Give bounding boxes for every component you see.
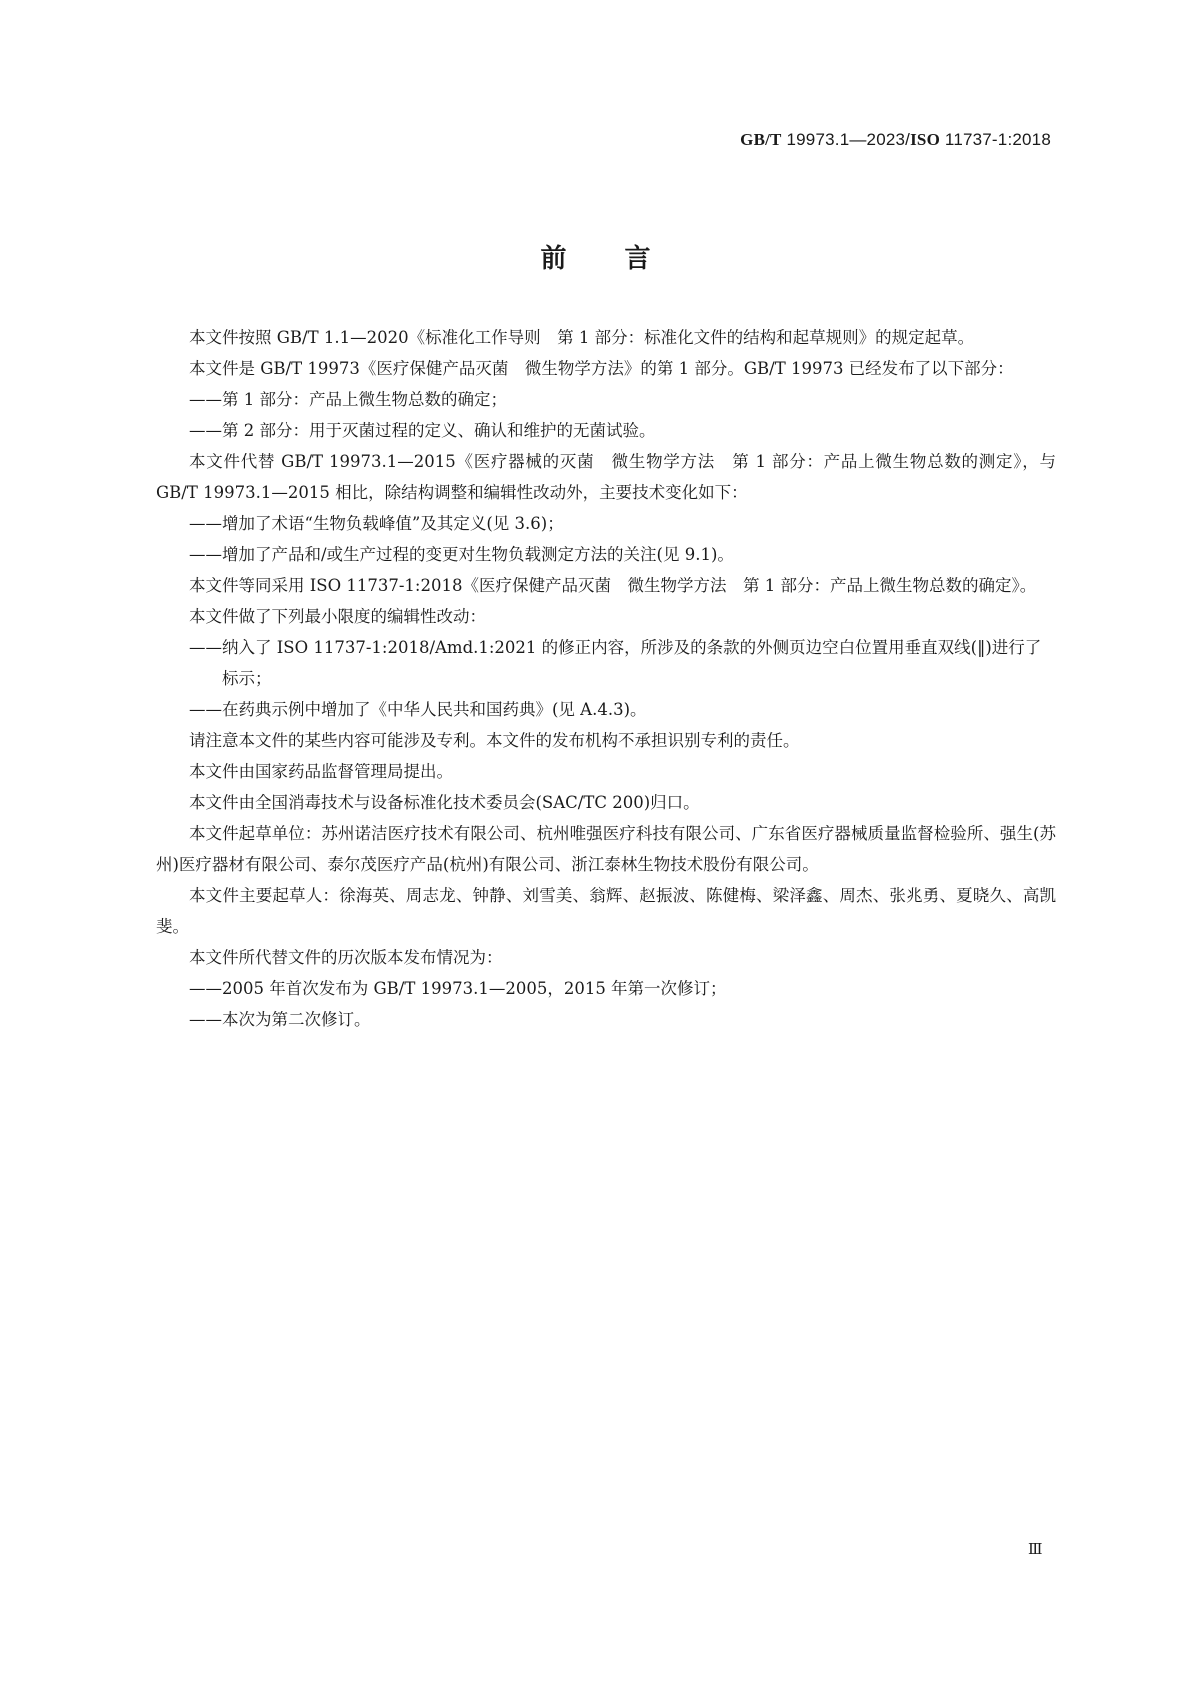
- list-item-part-2: ——第 2 部分：用于灭菌过程的定义、确认和维护的无菌试验。: [189, 421, 656, 440]
- list-item-editorial-1: ——纳入了 ISO 11737-1:2018/Amd.1:2021 的修正内容，所涉及的条款的外侧页边空白位置用垂直双线(‖)进行了标示；: [189, 638, 1042, 688]
- list-item-part-1: ——第 1 部分：产品上微生物总数的确定；: [189, 390, 507, 409]
- page-title: [0, 238, 1191, 275]
- code-middle: 19973.1—2023/: [781, 130, 911, 149]
- title-char-2: 言: [624, 244, 651, 274]
- paragraph-drafters: 本文件主要起草人：徐海英、周志龙、钟静、刘雪美、翁辉、赵振波、陈健梅、梁泽鑫、周杰、张兆勇、夏晓久、高凯斐。: [156, 886, 1056, 936]
- list-item-history-1: ——2005 年首次发布为 GB/T 19973.1—2005，2015 年第一次修订；: [189, 979, 727, 998]
- paragraph-adoption: 本文件等同采用 ISO 11737-1:2018《医疗保健产品灭菌 微生物学方法 第 1 部分：产品上微生物总数的确定》。: [189, 576, 1037, 595]
- paragraph-patent-notice: 请注意本文件的某些内容可能涉及专利。本文件的发布机构不承担识别专利的责任。: [189, 731, 800, 750]
- standard-code-header: [740, 130, 1051, 150]
- title-char-1: 前: [540, 244, 567, 274]
- paragraph-proposed-by: 本文件由国家药品监督管理局提出。: [189, 762, 453, 781]
- foreword-body: [156, 322, 1056, 1035]
- paragraph-centralized-by: 本文件由全国消毒技术与设备标准化技术委员会(SAC/TC 200)归口。: [189, 793, 700, 812]
- paragraph-replaces: 本文件代替 GB/T 19973.1—2015《医疗器械的灭菌 微生物学方法 第 1 部分：产品上微生物总数的测定》，与 GB/T 19973.1—2015 相比，除结构调整和编辑性改动外，主要技术变化如下：: [156, 452, 1056, 502]
- code-suffix: 11737-1:2018: [940, 130, 1051, 149]
- paragraph-editorial-intro: 本文件做了下列最小限度的编辑性改动：: [189, 607, 486, 626]
- list-item-change-2: ——增加了产品和/或生产过程的变更对生物负载测定方法的关注(见 9.1)。: [189, 545, 734, 564]
- list-item-history-2: ——本次为第二次修订。: [189, 1010, 371, 1029]
- code-iso: ISO: [910, 130, 940, 149]
- paragraph-series-intro: 本文件是 GB/T 19973《医疗保健产品灭菌 微生物学方法》的第 1 部分。GB/T 19973 已经发布了以下部分：: [189, 359, 1014, 378]
- page-number: Ⅲ: [1028, 1540, 1043, 1558]
- paragraph-drafting-rules: 本文件按照 GB/T 1.1—2020《标准化工作导则 第 1 部分：标准化文件的结构和起草规则》的规定起草。: [189, 328, 975, 347]
- list-item-editorial-2: ——在药典示例中增加了《中华人民共和国药典》(见 A.4.3)。: [189, 700, 647, 719]
- list-item-change-1: ——增加了术语“生物负载峰值”及其定义(见 3.6)；: [189, 514, 564, 533]
- paragraph-history-intro: 本文件所代替文件的历次版本发布情况为：: [189, 948, 503, 967]
- code-prefix: GB/T: [740, 130, 782, 149]
- paragraph-drafting-units: 本文件起草单位：苏州诺洁医疗技术有限公司、杭州唯强医疗科技有限公司、广东省医疗器械质量监督检验所、强生(苏州)医疗器材有限公司、泰尔茂医疗产品(杭州)有限公司、浙江泰林生物技术股份有限公司。: [156, 824, 1056, 874]
